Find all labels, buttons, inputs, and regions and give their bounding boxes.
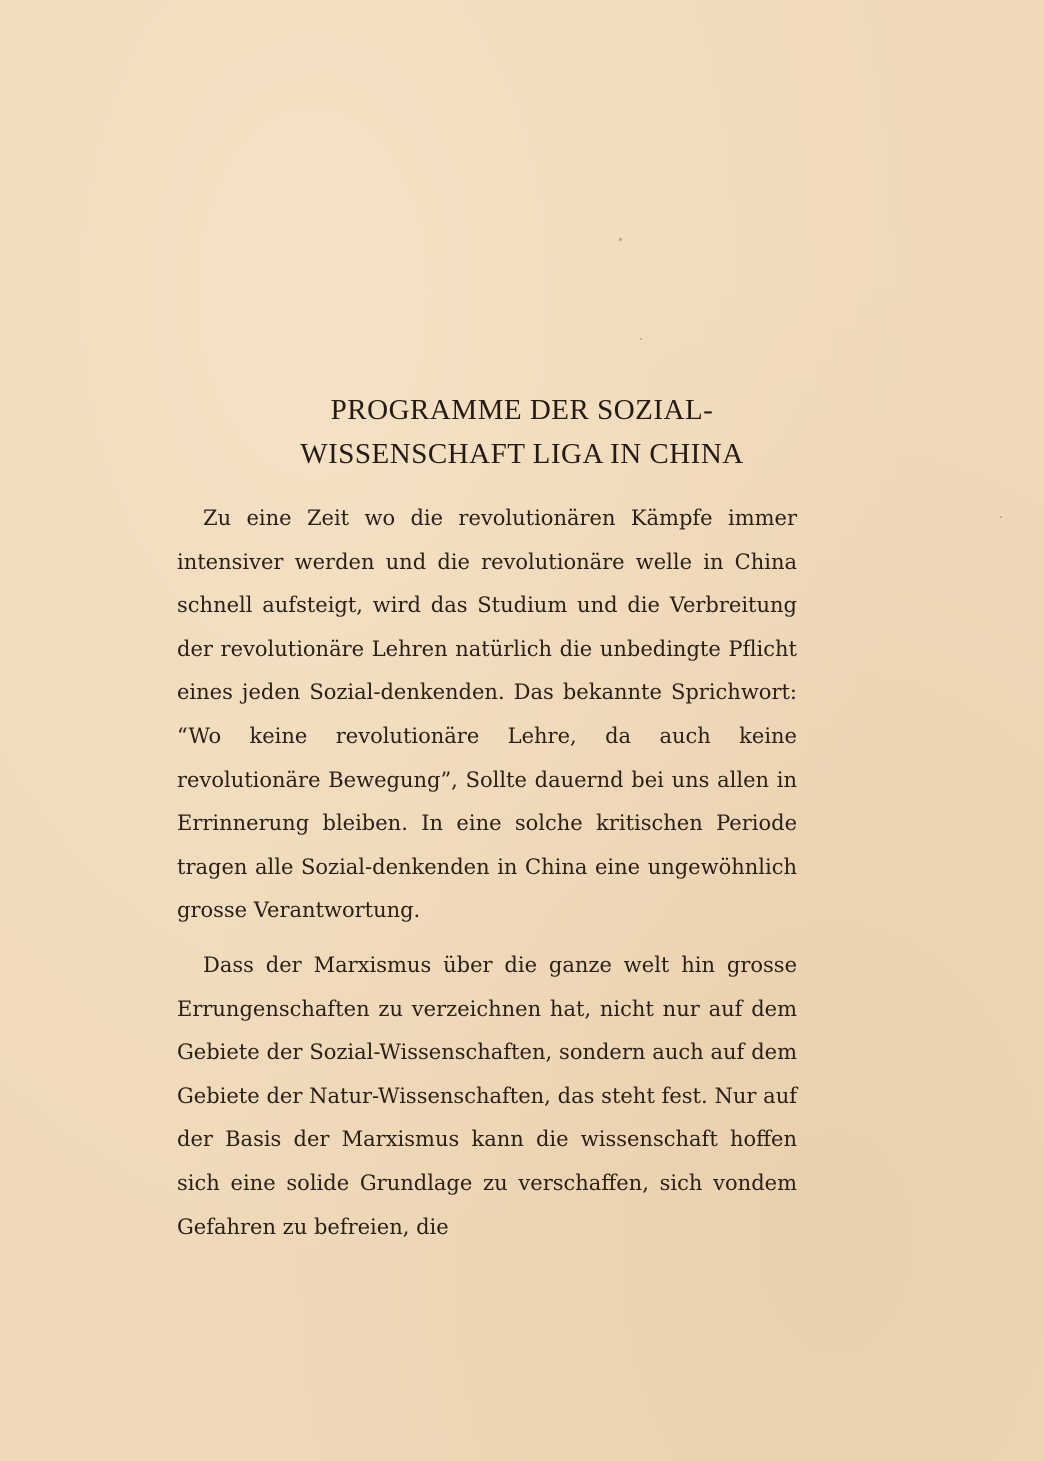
- paper-speck: [619, 238, 622, 241]
- document-title: [0, 388, 1044, 476]
- document-body: [177, 497, 797, 1249]
- paragraph-1: Zu eine Zeit wo die revolutionären Kämpfe immer intensiver werden und die revolutionäre welle in China schnell aufsteigt, wird das Studium und die Verbreitung der revolutionäre Lehren natürlich die unbedingte Pflicht eines jeden Sozial-denkenden. Das bekannte Sprichwort: “Wo keine revolutionäre Lehre, da auch keine revolutionäre Bewegung”, Sollte dauernd bei uns allen in Errinnerung bleiben. In eine solche kritischen Periode tragen alle Sozial-denkenden in China eine ungewöhnlich grosse Verantwortung.: [177, 506, 797, 923]
- title-line-2: WISSENSCHAFT LIGA IN CHINA: [300, 438, 744, 470]
- paragraph-2: Dass der Marxismus über die ganze welt hin grosse Errungenschaften zu verzeichnen hat, nicht nur auf dem Gebiete der Sozial-Wissenschaften, sondern auch auf dem Gebiete der Natur-Wissenschaften, das steht fest. Nur auf der Basis der Marxismus kann die wissenschaft hoffen sich eine solide Grundlage zu verschaffen, sich vondem Gefahren zu befreien, die: [177, 952, 797, 1239]
- paper-speck: [640, 338, 642, 340]
- title-line-1: PROGRAMME DER SOZIAL-: [330, 394, 714, 426]
- paper-speck: [1000, 516, 1002, 518]
